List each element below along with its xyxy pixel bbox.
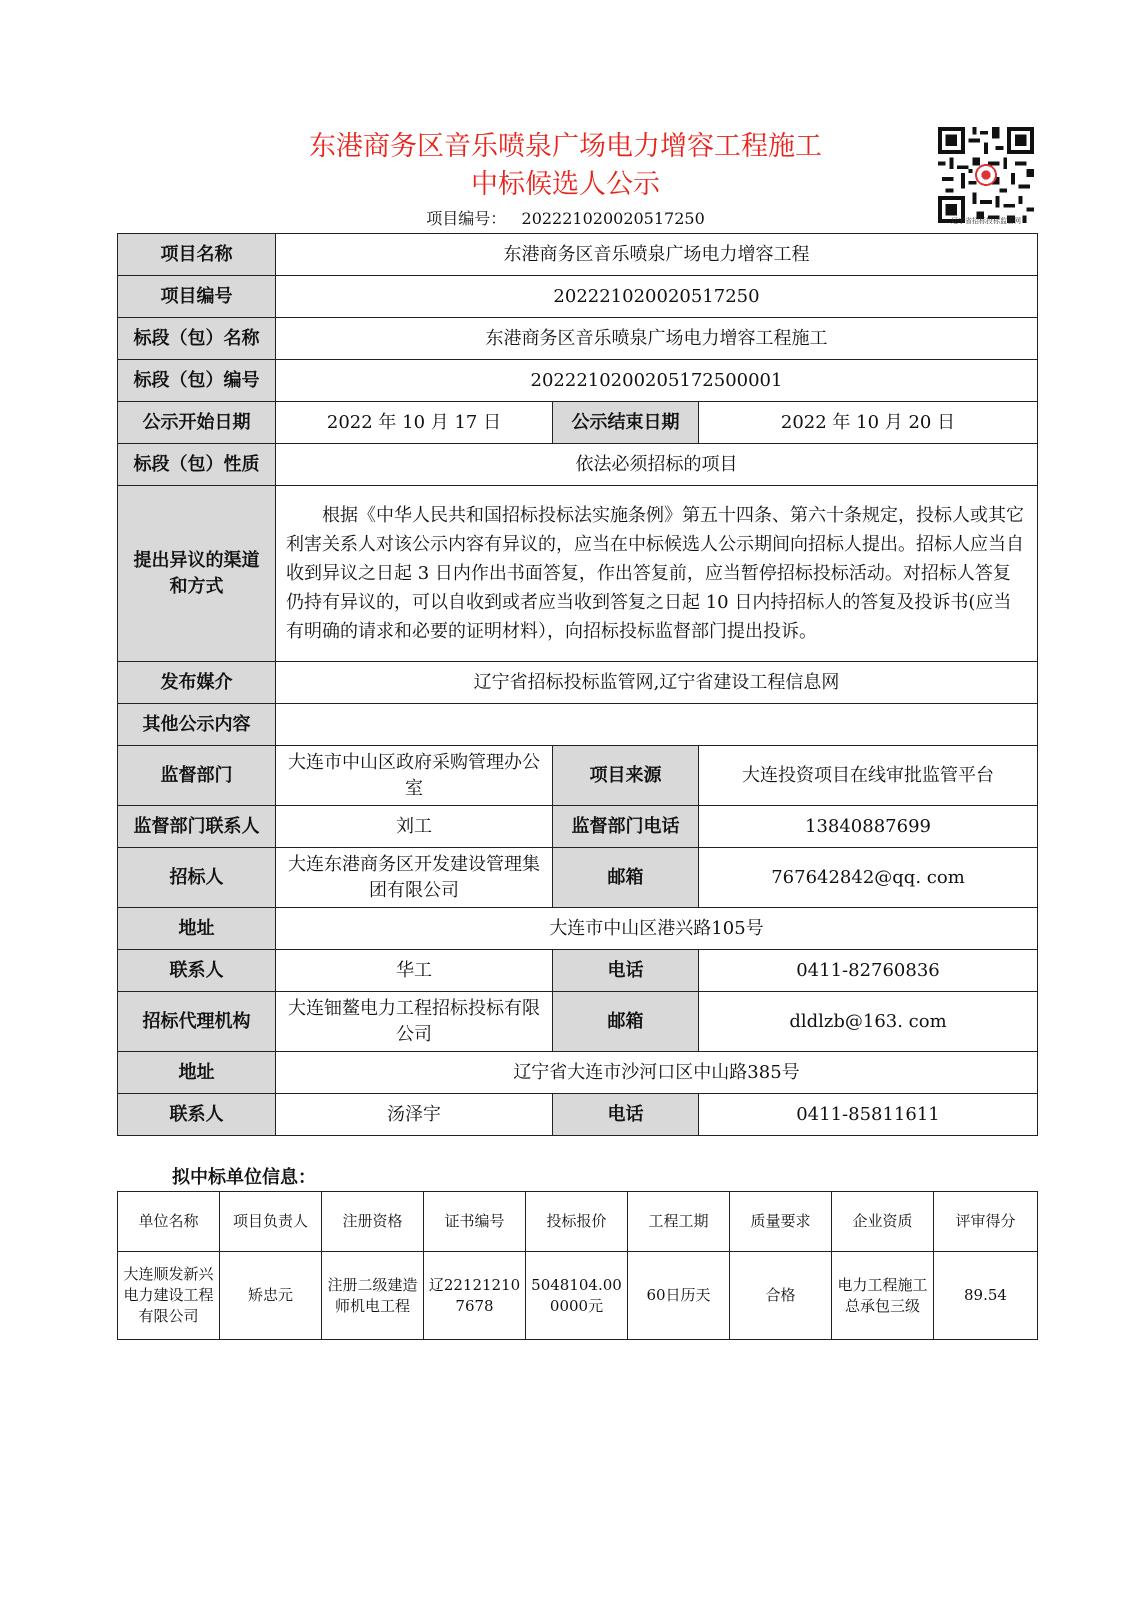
media-label: 发布媒介 (118, 662, 276, 704)
agency-address-label: 地址 (118, 1052, 276, 1094)
section-code-value: 2022210200205172500001 (276, 360, 1038, 402)
supervisor-contact-value: 刘工 (276, 806, 553, 848)
notice-info-table (117, 233, 1038, 1136)
row-project-code (118, 276, 1038, 318)
supervisor-label: 监督部门 (118, 746, 276, 806)
tenderer-email-label: 邮箱 (553, 848, 699, 908)
col-header: 单位名称 (118, 1192, 220, 1252)
supervisor-contact-label: 监督部门联系人 (118, 806, 276, 848)
row-tenderer (118, 848, 1038, 908)
tenderer-value: 大连东港商务区开发建设管理集团有限公司 (276, 848, 553, 908)
media-value: 辽宁省招标投标监管网,辽宁省建设工程信息网 (276, 662, 1038, 704)
notice-subtitle: 中标候选人公示 (471, 169, 660, 200)
bidder-enterprise-qualification: 电力工程施工总承包三级 (832, 1252, 934, 1340)
agency-contact-label: 联系人 (118, 1094, 276, 1136)
row-supervisor (118, 746, 1038, 806)
source-value: 大连投资项目在线审批监管平台 (699, 746, 1038, 806)
bidder-company: 大连顺发新兴电力建设工程有限公司 (118, 1252, 220, 1340)
project-code-label-cell: 项目编号 (118, 276, 276, 318)
tenderer-contact-value: 华工 (276, 950, 553, 992)
bidder-heading: 拟中标单位信息： (172, 1167, 316, 1188)
qr-code-icon (938, 127, 1034, 223)
objection-text: 根据《中华人民共和国招标投标法实施条例》第五十四条、第六十条规定，投标人或其它利害关系人对该公示内容有异议的，应当在中标候选人公示期间向招标人提出。招标人应当自收到异议之日起 3 日内作出书面答复，作出答复前，应当暂停招标投标活动。对招标人答复仍持有异议的，可以自收到或者应当收到答复之日起 10 日内持招标人的答复及投诉书(应当有明确的请求和必要的证明材料），向招标投标监督部门提出投诉。 (276, 486, 1038, 662)
row-agency-address (118, 1052, 1038, 1094)
row-tenderer-contact (118, 950, 1038, 992)
agency-address-value: 辽宁省大连市沙河口区中山路385号 (276, 1052, 1038, 1094)
col-header: 评审得分 (934, 1192, 1038, 1252)
agency-email-value: dldlzb@163. com (699, 992, 1038, 1052)
bidder-period: 60日历天 (628, 1252, 730, 1340)
table-row (118, 1252, 1038, 1340)
tenderer-email-value: 767642842@qq. com (699, 848, 1038, 908)
end-date-label: 公示结束日期 (553, 402, 699, 444)
section-code-label: 标段（包）编号 (118, 360, 276, 402)
row-section-code (118, 360, 1038, 402)
row-agency (118, 992, 1038, 1052)
section-name-label: 标段（包）名称 (118, 318, 276, 360)
project-code-label: 项目编号： (426, 209, 507, 228)
row-dates (118, 402, 1038, 444)
agency-value: 大连钿鳌电力工程招标投标有限公司 (276, 992, 553, 1052)
objection-label-line1: 提出异议的渠道 (133, 549, 260, 571)
row-supervisor-contact (118, 806, 1038, 848)
col-header: 注册资格 (322, 1192, 424, 1252)
other-label: 其他公示内容 (118, 704, 276, 746)
supervisor-value: 大连市中山区政府采购管理办公室 (276, 746, 553, 806)
row-project-name (118, 234, 1038, 276)
agency-contact-value: 汤泽宇 (276, 1094, 553, 1136)
project-code-value-cell: 202221020020517250 (276, 276, 1038, 318)
bidder-cert-number: 辽221212107678 (424, 1252, 526, 1340)
bidder-header-row (118, 1192, 1038, 1252)
col-header: 证书编号 (424, 1192, 526, 1252)
supervisor-phone-value: 13840887699 (699, 806, 1038, 848)
section-nature-value: 依法必须招标的项目 (276, 444, 1038, 486)
tenderer-phone-value: 0411-82760836 (699, 950, 1038, 992)
objection-label-line2: 和方式 (169, 575, 224, 597)
bidder-table (117, 1191, 1038, 1340)
row-media (118, 662, 1038, 704)
source-label: 项目来源 (553, 746, 699, 806)
row-other (118, 704, 1038, 746)
row-tenderer-address (118, 908, 1038, 950)
tenderer-address-value: 大连市中山区港兴路105号 (276, 908, 1038, 950)
tenderer-label: 招标人 (118, 848, 276, 908)
start-date-label: 公示开始日期 (118, 402, 276, 444)
agency-label: 招标代理机构 (118, 992, 276, 1052)
start-date-value: 2022 年 10 月 17 日 (276, 402, 553, 444)
bidder-price: 5048104.000000元 (526, 1252, 628, 1340)
objection-label (118, 486, 276, 662)
col-header: 企业资质 (832, 1192, 934, 1252)
tenderer-address-label: 地址 (118, 908, 276, 950)
agency-phone-value: 0411-85811611 (699, 1094, 1038, 1136)
bidder-quality: 合格 (730, 1252, 832, 1340)
col-header: 质量要求 (730, 1192, 832, 1252)
bidder-score: 89.54 (934, 1252, 1038, 1340)
row-section-name (118, 318, 1038, 360)
bidder-manager: 矫忠元 (220, 1252, 322, 1340)
col-header: 项目负责人 (220, 1192, 322, 1252)
section-nature-label: 标段（包）性质 (118, 444, 276, 486)
row-section-nature (118, 444, 1038, 486)
row-objection (118, 486, 1038, 662)
col-header: 投标报价 (526, 1192, 628, 1252)
section-name-value: 东港商务区音乐喷泉广场电力增容工程施工 (276, 318, 1038, 360)
tenderer-contact-label: 联系人 (118, 950, 276, 992)
notice-title: 东港商务区音乐喷泉广场电力增容工程施工 (309, 131, 822, 162)
tenderer-phone-label: 电话 (553, 950, 699, 992)
project-name-label: 项目名称 (118, 234, 276, 276)
supervisor-phone-label: 监督部门电话 (553, 806, 699, 848)
row-agency-contact (118, 1094, 1038, 1136)
bidder-qualification: 注册二级建造师机电工程 (322, 1252, 424, 1340)
qr-caption: 辽宁省招标投标监管网 (951, 217, 1021, 225)
project-code-value: 202221020020517250 (521, 209, 705, 228)
agency-email-label: 邮箱 (553, 992, 699, 1052)
end-date-value: 2022 年 10 月 20 日 (699, 402, 1038, 444)
other-value (276, 704, 1038, 746)
agency-phone-label: 电话 (553, 1094, 699, 1136)
project-name-value: 东港商务区音乐喷泉广场电力增容工程 (276, 234, 1038, 276)
col-header: 工程工期 (628, 1192, 730, 1252)
